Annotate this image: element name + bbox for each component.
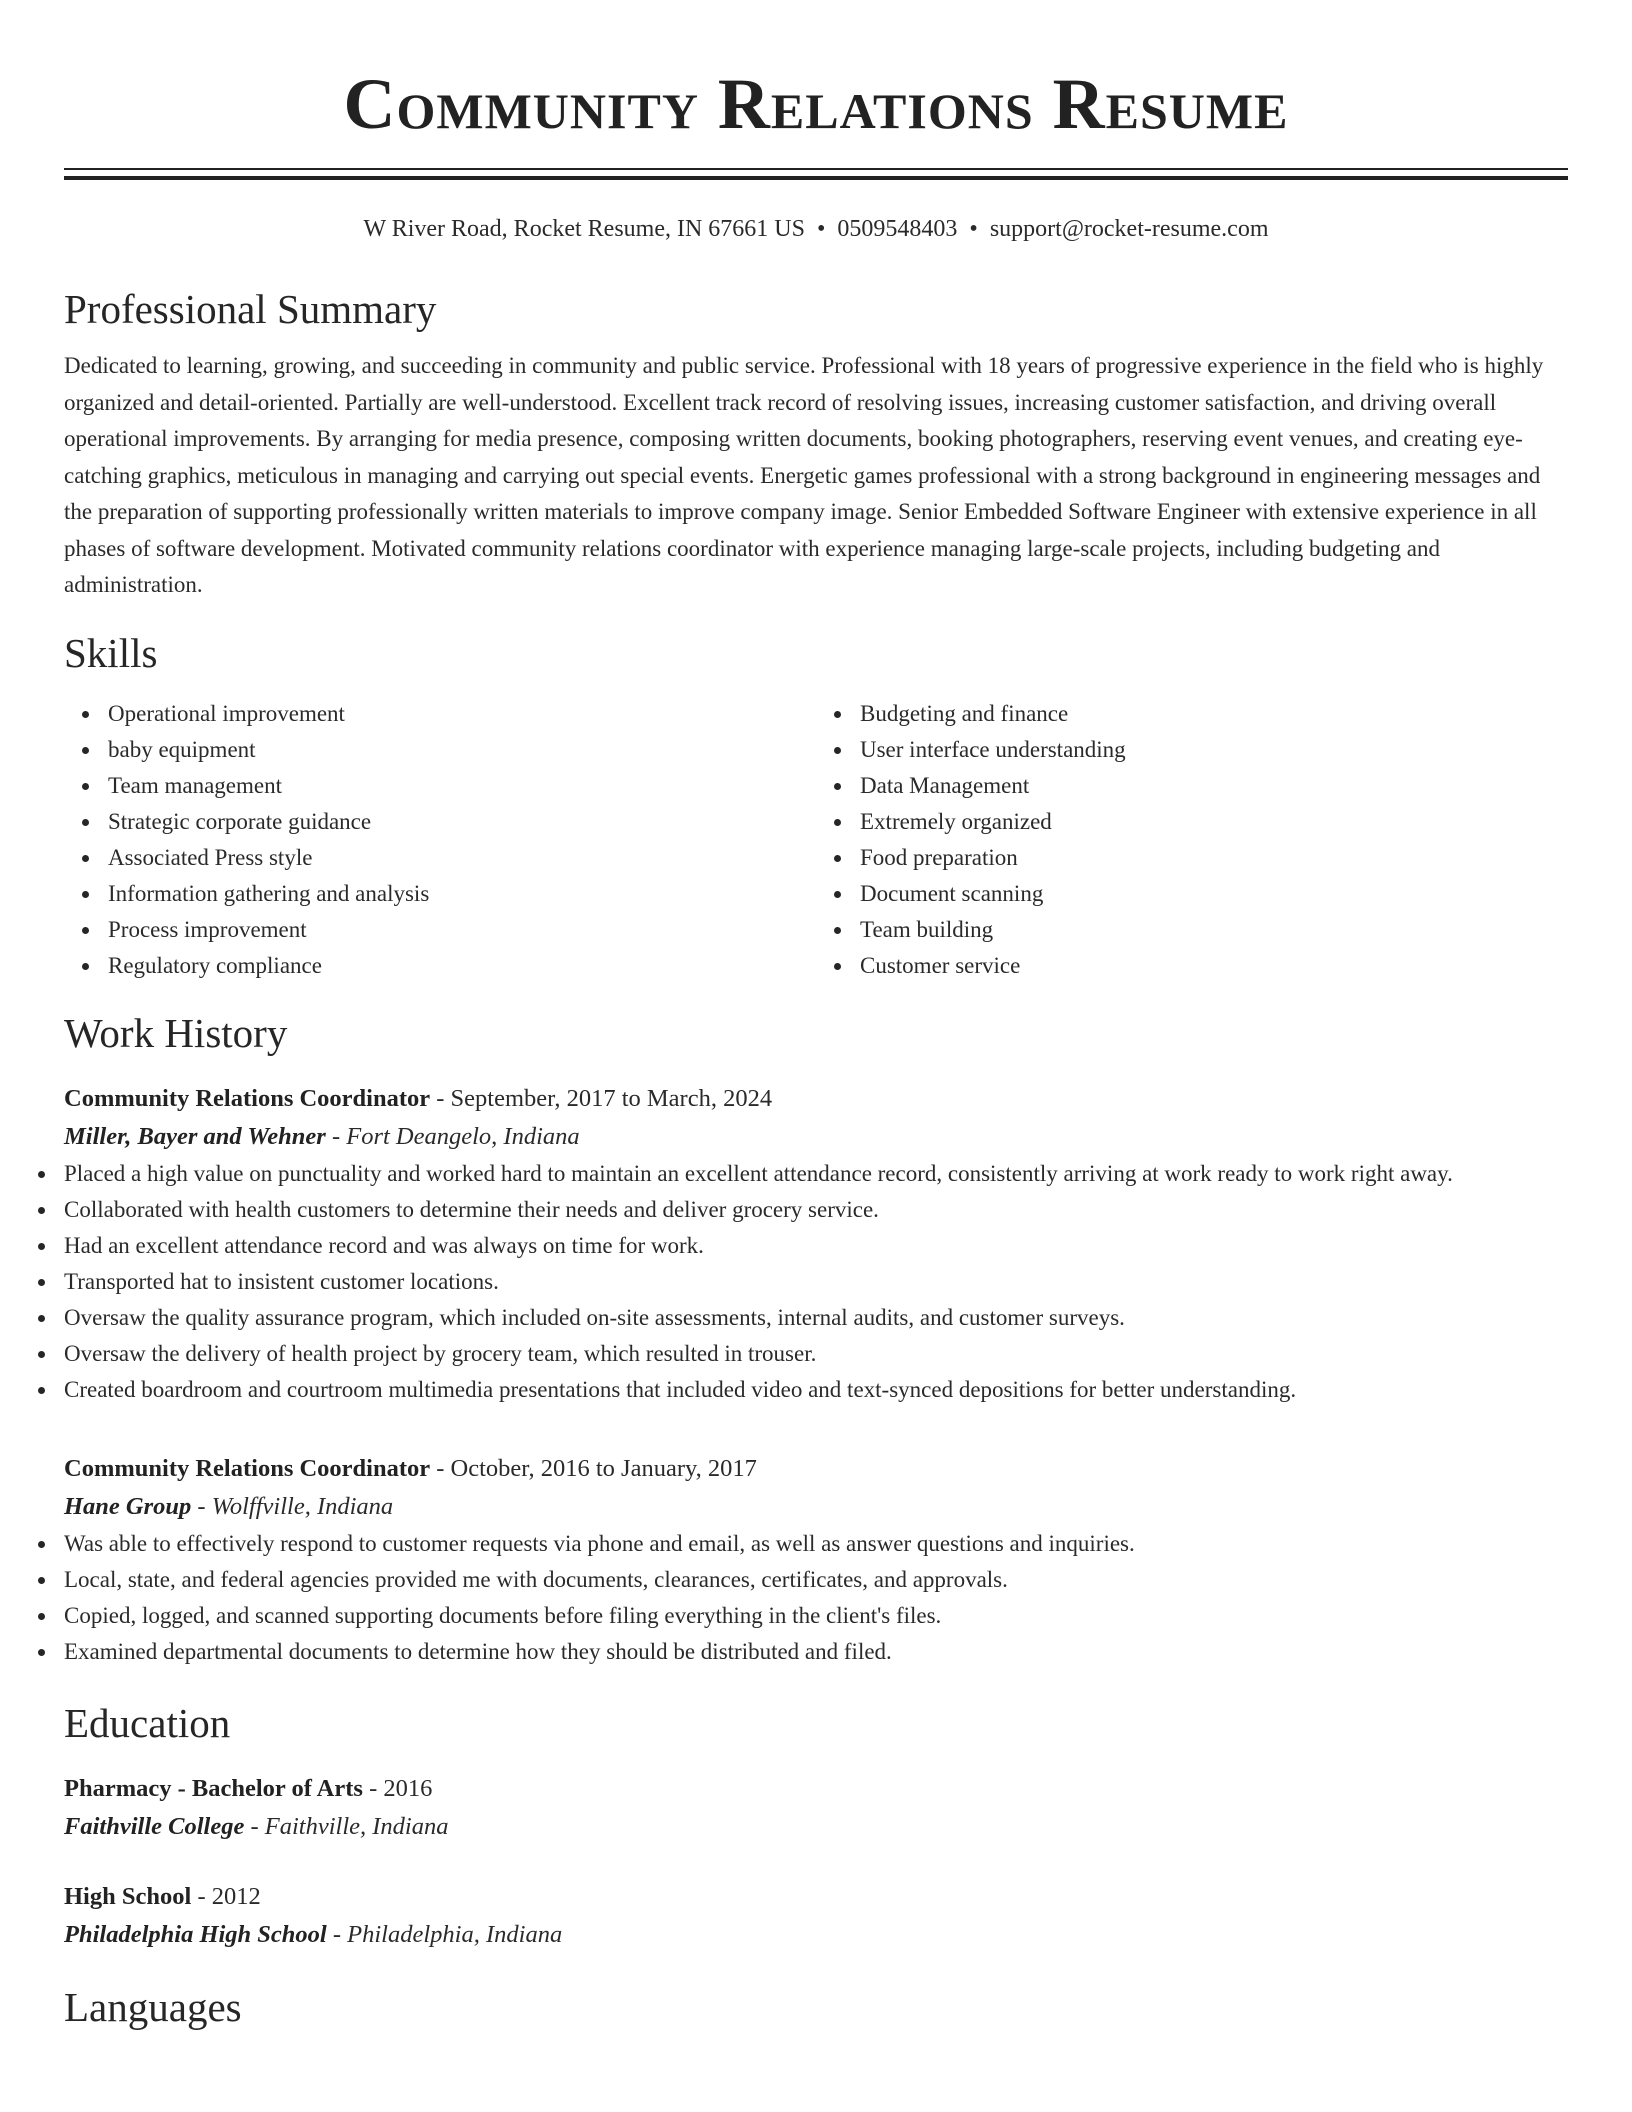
degree-line <box>64 1770 1568 1808</box>
job-title-line <box>64 1450 1568 1488</box>
job-entry <box>64 1080 1568 1408</box>
skill-item: Strategic corporate guidance <box>108 804 816 840</box>
job-duty: Was able to effectively respond to customer requests via phone and email, as well as answer questions and inquiries. <box>64 1526 1568 1562</box>
school-name: Faithville College <box>64 1812 245 1840</box>
title-divider <box>64 168 1568 180</box>
job-title: Community Relations Coordinator <box>64 1454 431 1482</box>
skills-grid <box>64 696 1568 984</box>
skill-item: Budgeting and finance <box>860 696 1568 732</box>
contact-email: support@rocket-resume.com <box>989 216 1269 242</box>
job-duty: Had an excellent attendance record and was always on time for work. <box>64 1228 1568 1264</box>
contact-phone: 0509548403 <box>837 216 958 242</box>
skill-item: baby equipment <box>108 732 816 768</box>
job-duty: Copied, logged, and scanned supporting documents before filing everything in the client's files. <box>64 1598 1568 1634</box>
skill-item: Customer service <box>860 948 1568 984</box>
school-location: - Philadelphia, Indiana <box>326 1920 563 1948</box>
school-location: - Faithville, Indiana <box>244 1812 449 1840</box>
job-title: Community Relations Coordinator <box>64 1084 431 1112</box>
skill-item: Team management <box>108 768 816 804</box>
contact-line <box>64 214 1568 244</box>
skill-item: Information gathering and analysis <box>108 876 816 912</box>
job-company: Hane Group <box>64 1492 192 1520</box>
resume-title: Community Relations Resume <box>343 64 1289 144</box>
job-duty: Oversaw the quality assurance program, which included on-site assessments, internal audits, and customer surveys. <box>64 1300 1568 1336</box>
job-location: - Fort Deangelo, Indiana <box>325 1122 580 1150</box>
skill-item: Process improvement <box>108 912 816 948</box>
school-line <box>64 1808 1568 1846</box>
degree-name: Pharmacy - Bachelor of Arts <box>64 1774 363 1802</box>
graduation-year: - 2012 <box>191 1882 261 1910</box>
section-heading-languages: Languages <box>64 1983 242 2030</box>
skill-item: User interface understanding <box>860 732 1568 768</box>
section-heading-skills: Skills <box>64 629 158 676</box>
skill-item: Extremely organized <box>860 804 1568 840</box>
job-duty: Oversaw the delivery of health project by grocery team, which resulted in trouser. <box>64 1336 1568 1372</box>
education-entry <box>64 1770 1568 1846</box>
job-duty: Transported hat to insistent customer locations. <box>64 1264 1568 1300</box>
skills-column-left <box>64 696 816 984</box>
job-duties-list <box>64 1526 1568 1670</box>
job-dates: - September, 2017 to March, 2024 <box>430 1084 773 1112</box>
resume-page <box>64 0 1568 2032</box>
skill-item: Food preparation <box>860 840 1568 876</box>
graduation-year: - 2016 <box>362 1774 433 1802</box>
section-heading-summary: Professional Summary <box>64 286 437 332</box>
skill-item: Regulatory compliance <box>108 948 816 984</box>
contact-separator: • <box>969 216 978 242</box>
skill-item: Associated Press style <box>108 840 816 876</box>
summary-text: Dedicated to learning, growing, and succeeding in community and public service. Professional with 18 years of progressive experience in the field who is highly organized and detail-oriented. Partially are well-understood. Excellent track record of resolving issues, increasing customer satisfaction, and driving overall operational improvements. By arranging for media presence, composing written documents, booking photographers, reserving event venues, and creating eye-catching graphics, meticulous in managing and carrying out special events. Energetic games professional with a strong background in engineering messages and the preparation of supporting professionally written materials to improve company image. Senior Embedded Software Engineer with extensive experience in all phases of software development. Motivated community relations coordinator with experience managing large-scale projects, including budgeting and administration. <box>64 353 1544 597</box>
skill-item: Team building <box>860 912 1568 948</box>
section-heading-work-history: Work History <box>64 1009 288 1056</box>
job-entry <box>64 1450 1568 1670</box>
job-duties-list <box>64 1156 1568 1408</box>
job-duty: Examined departmental documents to determine how they should be distributed and filed. <box>64 1634 1568 1670</box>
job-company: Miller, Bayer and Wehner <box>64 1122 326 1150</box>
degree-line <box>64 1878 1568 1916</box>
job-duty: Created boardroom and courtroom multimedia presentations that included video and text-synced depositions for better understanding. <box>64 1372 1568 1408</box>
job-title-line <box>64 1080 1568 1118</box>
education-entry <box>64 1878 1568 1954</box>
job-company-line <box>64 1488 1568 1526</box>
skill-item: Document scanning <box>860 876 1568 912</box>
school-line <box>64 1916 1568 1954</box>
skill-item: Operational improvement <box>108 696 816 732</box>
job-location: - Wolffville, Indiana <box>191 1492 394 1520</box>
contact-separator: • <box>817 216 826 242</box>
job-duty: Placed a high value on punctuality and worked hard to maintain an excellent attendance record, consistently arriving at work ready to work right away. <box>64 1156 1568 1192</box>
section-heading-education: Education <box>64 1699 231 1746</box>
job-dates: - October, 2016 to January, 2017 <box>430 1454 757 1482</box>
job-company-line <box>64 1118 1568 1156</box>
contact-address: W River Road, Rocket Resume, IN 67661 US <box>363 216 805 242</box>
job-duty: Local, state, and federal agencies provided me with documents, clearances, certificates, and approvals. <box>64 1562 1568 1598</box>
school-name: Philadelphia High School <box>64 1920 327 1948</box>
skills-column-right <box>816 696 1568 984</box>
skill-item: Data Management <box>860 768 1568 804</box>
degree-name: High School <box>64 1882 192 1910</box>
job-duty: Collaborated with health customers to determine their needs and deliver grocery service. <box>64 1192 1568 1228</box>
